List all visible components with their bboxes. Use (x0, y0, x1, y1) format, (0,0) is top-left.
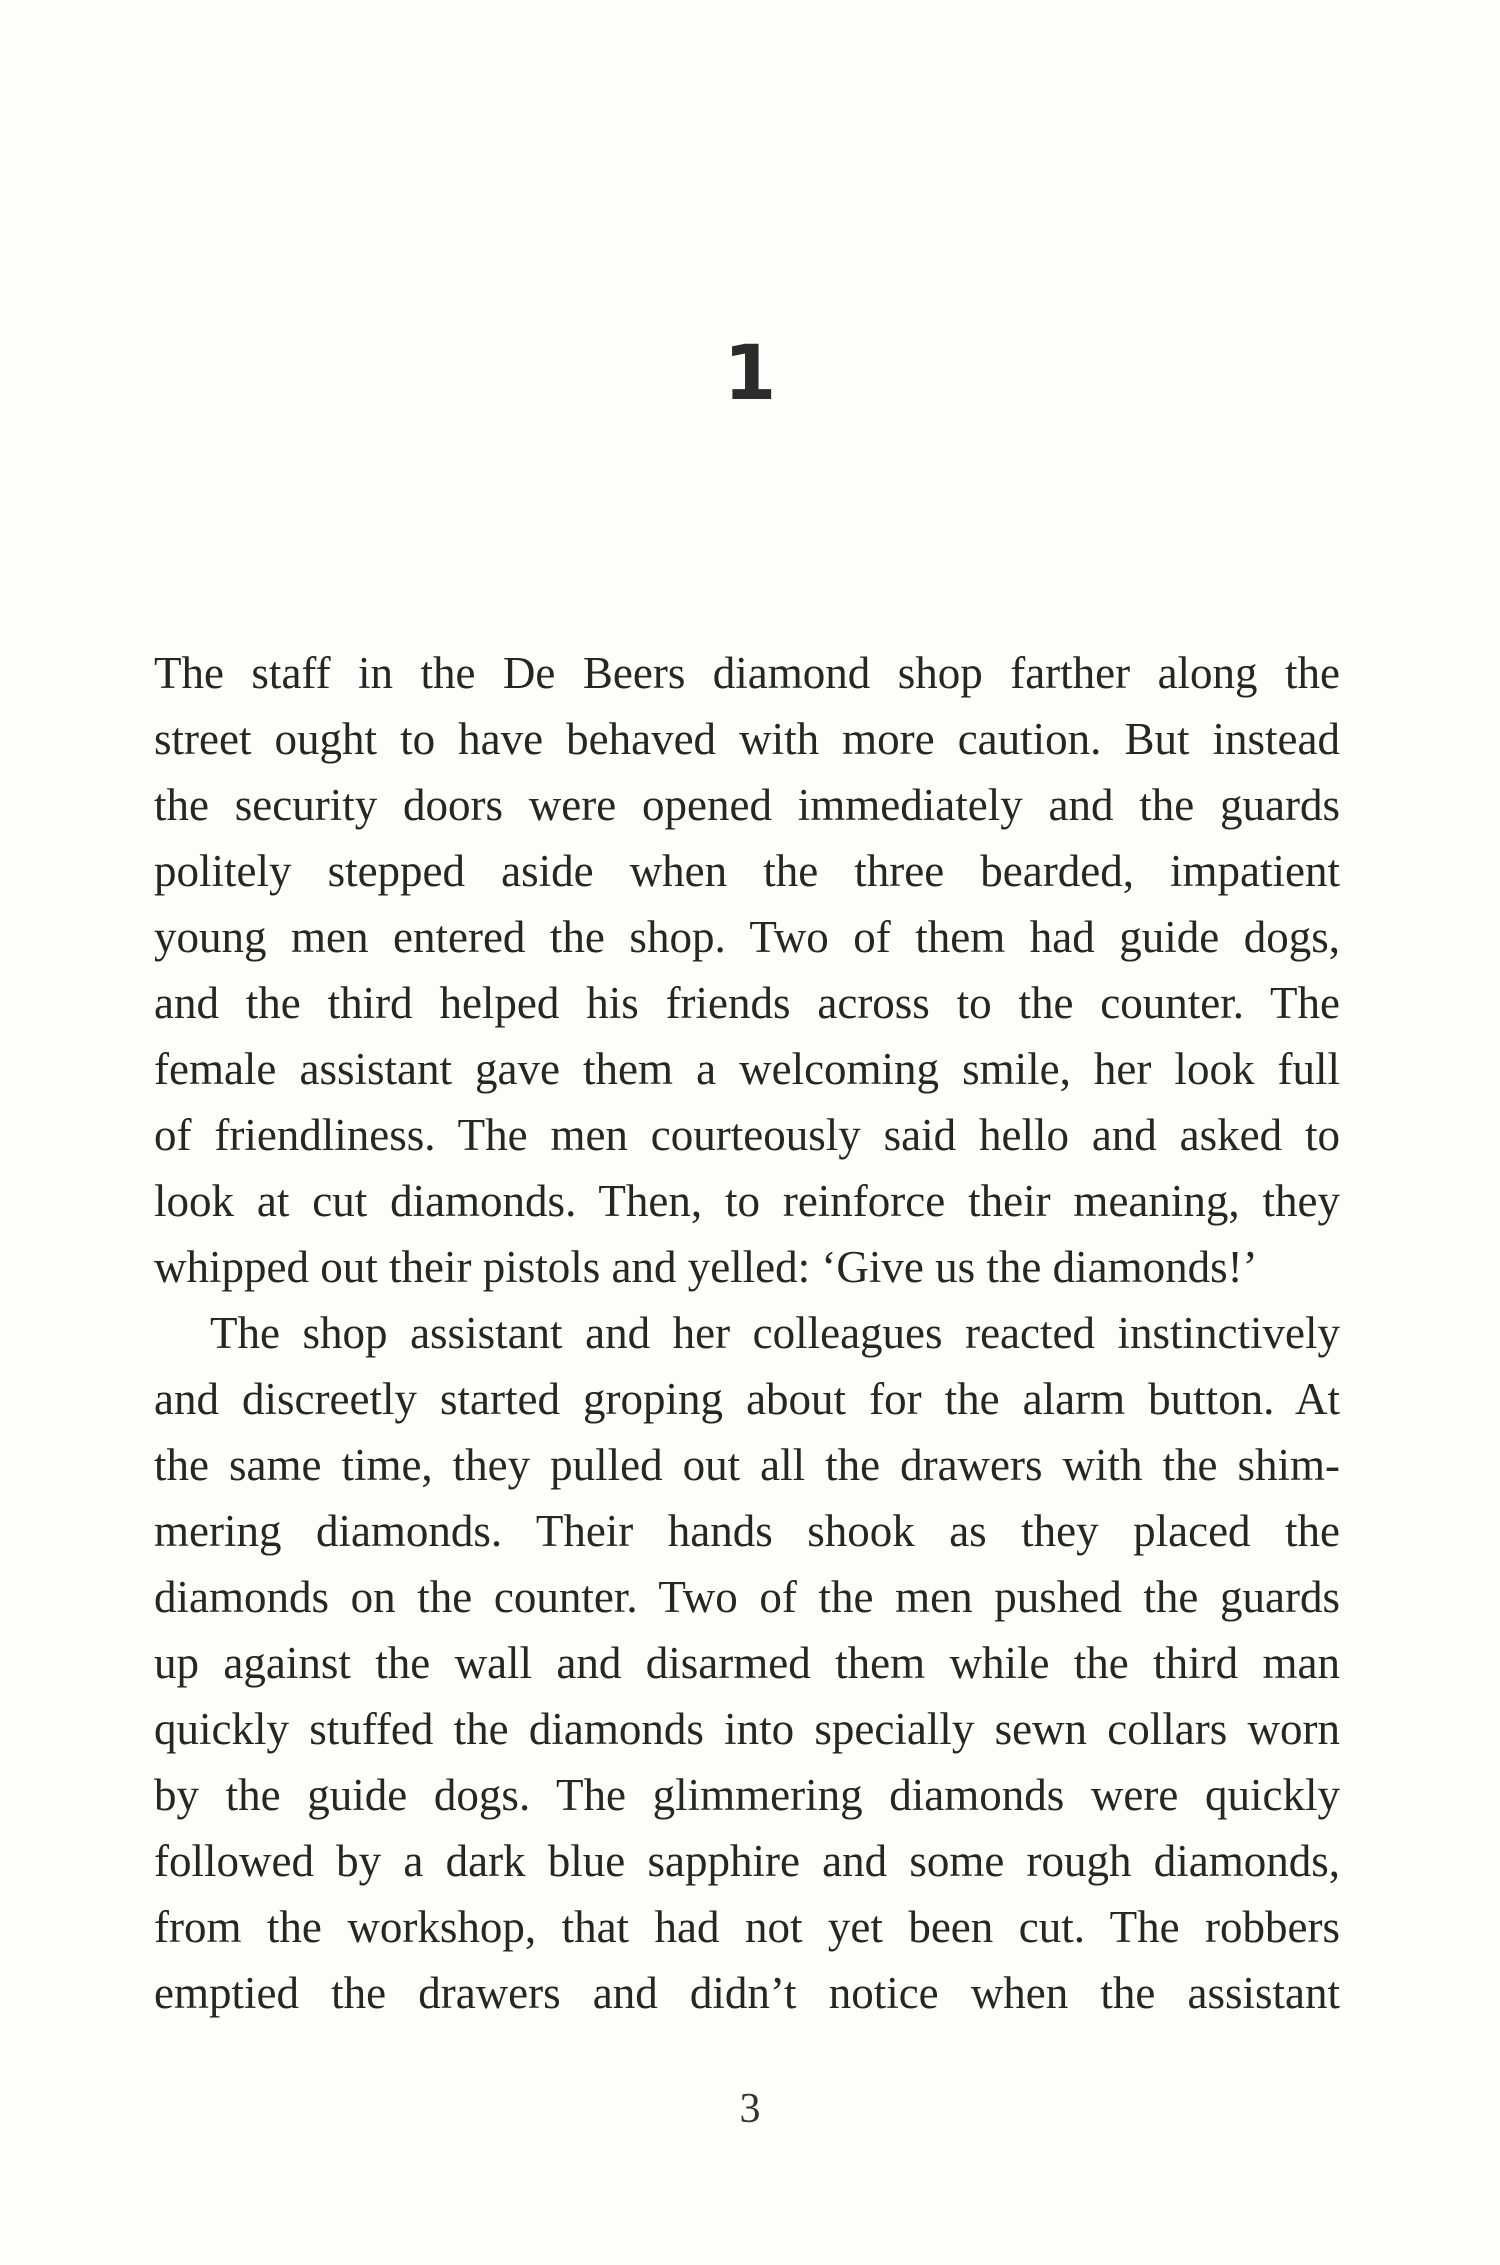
text-line: the security doors were opened immediately and the guards (154, 780, 1340, 830)
text-line: look at cut diamonds. Then, to reinforce their meaning, they (154, 1176, 1340, 1226)
text-line: The shop assistant and her colleagues reacted instinctively (210, 1308, 1340, 1358)
text-line: quickly stuffed the diamonds into specially sewn collars worn (154, 1704, 1340, 1754)
text-line: young men entered the shop. Two of them had guide dogs, (154, 912, 1340, 962)
text-line: emptied the drawers and didn’t notice when the assistant (154, 1968, 1340, 2018)
paragraph-1 (154, 640, 1340, 1300)
text-line: politely stepped aside when the three bearded, impatient (154, 846, 1340, 896)
text-line: mering diamonds. Their hands shook as they placed the (154, 1506, 1340, 1556)
text-line: from the workshop, that had not yet been cut. The robbers (154, 1902, 1340, 1952)
text-line: followed by a dark blue sapphire and some rough diamonds, (154, 1836, 1340, 1886)
body-text (154, 640, 1340, 2026)
text-line: by the guide dogs. The glimmering diamonds were quickly (154, 1770, 1340, 1820)
chapter-number: 1 (723, 328, 777, 417)
text-line: up against the wall and disarmed them while the third man (154, 1638, 1340, 1688)
page-number: 3 (739, 2086, 761, 2132)
text-line: diamonds on the counter. Two of the men pushed the guards (154, 1572, 1340, 1622)
text-line: whipped out their pistols and yelled: ‘Give us the diamonds!’ (154, 1242, 1258, 1292)
text-line: The staff in the De Beers diamond shop farther along the (154, 648, 1340, 698)
text-line: and discreetly started groping about for the alarm button. At (154, 1374, 1340, 1424)
text-line: the same time, they pulled out all the drawers with the shim- (154, 1440, 1340, 1490)
text-line: female assistant gave them a welcoming smile, her look full (154, 1044, 1340, 1094)
text-line: and the third helped his friends across to the counter. The (154, 978, 1340, 1028)
paragraph-2 (154, 1300, 1340, 2026)
text-line: street ought to have behaved with more caution. But instead (154, 714, 1340, 764)
text-line: of friendliness. The men courteously said hello and asked to (154, 1110, 1340, 1160)
